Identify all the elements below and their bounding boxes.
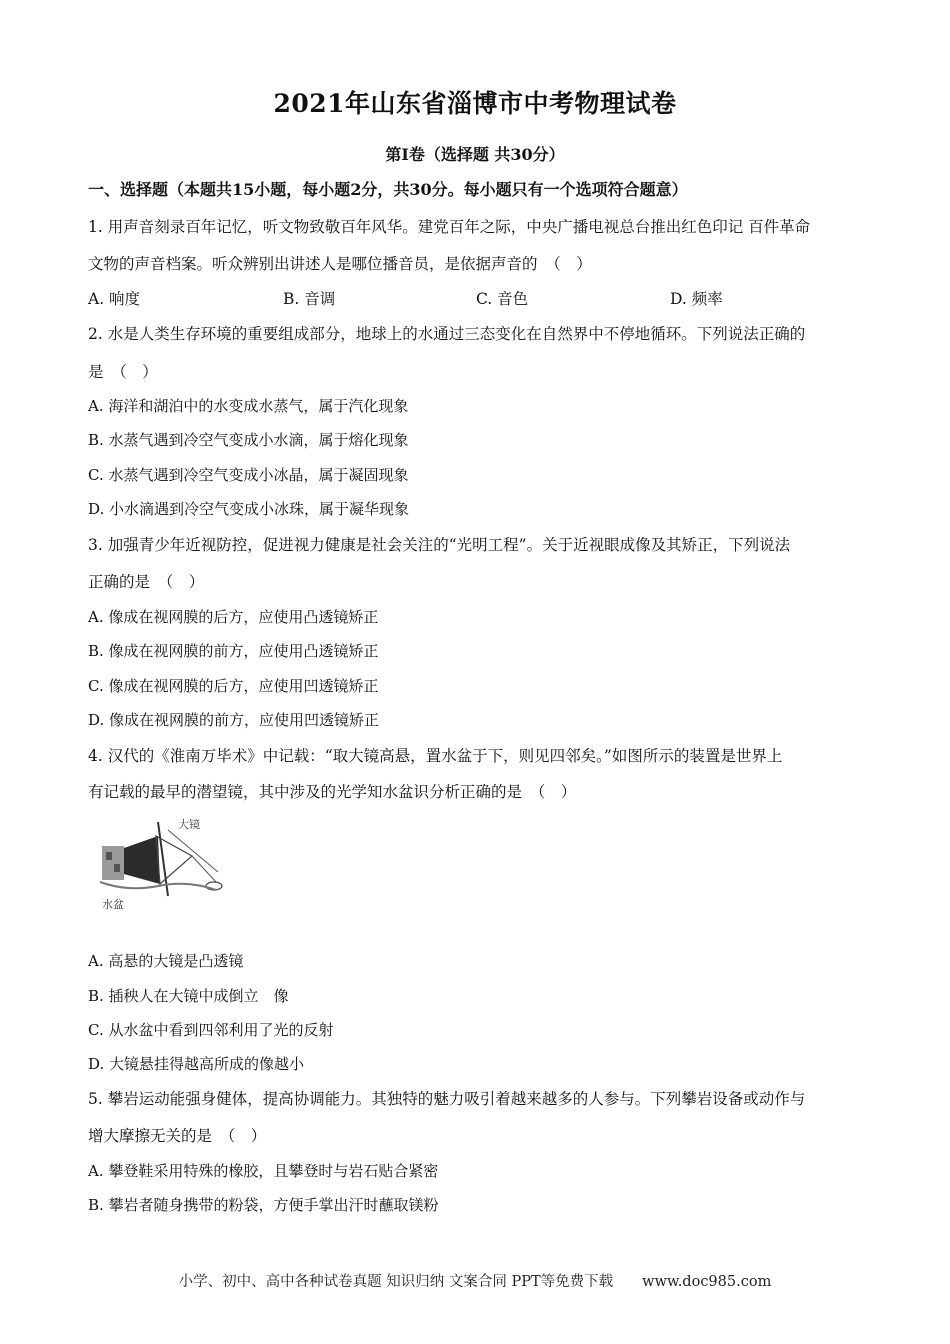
question-4-option-a: A. 高悬的大镜是凸透镜 [88, 952, 244, 970]
question-3-text: 3. 加强青少年近视防控，促进视力健康是社会关注的“光明工程”。关于近视眼成像及其矫正，下列说法 [88, 536, 791, 554]
question-1-text-cont: 文物的声音档案。听众辨别出讲述人是哪位播音员，是依据声音的 （ ） [88, 255, 592, 273]
question-2-text: 2. 水是人类生存环境的重要组成部分，地球上的水通过三态变化在自然界中不停地循环。下列说法正确的 [88, 325, 806, 343]
question-2-option-d: D. 小水滴遇到冷空气变成小冰珠，属于凝华现象 [88, 500, 410, 518]
question-3-option-b: B. 像成在视网膜的前方，应使用凸透镜矫正 [88, 642, 379, 660]
question-1-options [88, 287, 868, 309]
exam-title: 2021年山东省淄博市中考物理试卷 [273, 89, 677, 118]
question-2-option-b: B. 水蒸气遇到冷空气变成小水滴，属于熔化现象 [88, 431, 409, 449]
page-footer: 小学、初中、高中各种试卷真题 知识归纳 文案合同 PPT等免费下载 www.doc985.com [178, 1274, 772, 1290]
building-shape [102, 846, 124, 880]
question-5-text-cont: 增大摩擦无关的是 （ ） [88, 1127, 267, 1145]
question-2-text-cont: 是 （ ） [88, 363, 158, 381]
section-heading: 一、选择题（本题共15小题，每小题2分，共30分。每小题只有一个选项符合题意） [88, 180, 688, 199]
question-5-text: 5. 攀岩运动能强身健体，提高协调能力。其独特的魅力吸引着越来越多的人参与。下列攀岩设备或动作与 [88, 1090, 806, 1108]
question-4-option-d: D. 大镜悬挂得越高所成的像越小 [88, 1055, 305, 1073]
question-2-option-a: A. 海洋和湖泊中的水变成水蒸气，属于汽化现象 [88, 397, 409, 415]
paper-part-heading: 第I卷（选择题 共30分） [385, 145, 565, 164]
question-4-text: 4. 汉代的《淮南万毕术》中记载：“取大镜高悬，置水盆于下，则见四邻矣。”如图所示的装置是世界上 [88, 747, 783, 765]
question-1-option-a: A. 响度 [88, 290, 141, 308]
periscope-illustration [98, 812, 248, 912]
question-3-option-d: D. 像成在视网膜的前方，应使用凹透镜矫正 [88, 711, 380, 729]
question-1-text: 1. 用声音刻录百年记忆，听文物致敬百年风华。建党百年之际，中央广播电视总台推出红色印记 百件革命 [88, 218, 811, 236]
question-3-option-c: C. 像成在视网膜的后方，应使用凹透镜矫正 [88, 677, 379, 695]
question-4-option-b: B. 插秧人在大镜中成倒立 像 [88, 987, 289, 1005]
question-3-text-cont: 正确的是 （ ） [88, 573, 205, 591]
question-1-option-b: B. 音调 [283, 290, 336, 308]
question-2-option-c: C. 水蒸气遇到冷空气变成小冰晶，属于凝固现象 [88, 466, 409, 484]
question-5-option-a: A. 攀登鞋采用特殊的橡胶，且攀登时与岩石贴合紧密 [88, 1162, 439, 1180]
mirror-label: 大镜 [178, 818, 200, 831]
question-4-text-cont: 有记载的最早的潜望镜，其中涉及的光学知水盆识分析正确的是 （ ） [88, 783, 577, 801]
question-1-option-d: D. 频率 [670, 290, 723, 308]
question-1-option-c: C. 音色 [476, 290, 529, 308]
basin-label: 水盆 [102, 898, 124, 911]
question-5-option-b: B. 攀岩者随身携带的粉袋，方便手掌出汗时蘸取镁粉 [88, 1196, 439, 1214]
question-3-option-a: A. 像成在视网膜的后方，应使用凸透镜矫正 [88, 608, 379, 626]
light-cone-shape [124, 836, 160, 884]
question-4-option-c: C. 从水盆中看到四邻利用了光的反射 [88, 1021, 334, 1039]
periscope-figure [98, 812, 248, 912]
